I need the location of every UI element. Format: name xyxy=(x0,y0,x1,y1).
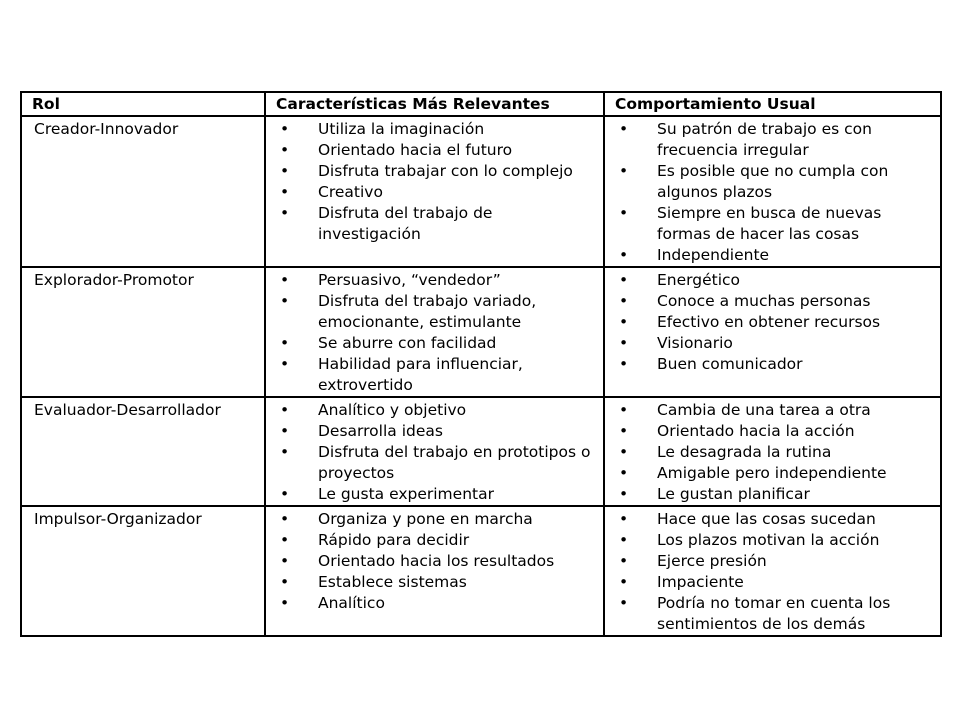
list-item: • Creativo xyxy=(276,182,597,203)
characteristics-list xyxy=(276,400,597,505)
header-row xyxy=(21,92,941,116)
list-item: • Orientado hacia los resultados xyxy=(276,551,597,572)
list-item: • Podría no tomar en cuenta los sentimientos de los demás xyxy=(615,593,934,635)
table-body xyxy=(21,116,941,636)
characteristics-list xyxy=(276,270,597,396)
list-item: • Organiza y pone en marcha xyxy=(276,509,597,530)
list-item: • Hace que las cosas sucedan xyxy=(615,509,934,530)
behaviors-list xyxy=(615,119,934,266)
list-item: • Analítico xyxy=(276,593,597,614)
characteristics-cell xyxy=(265,397,604,506)
list-item: • Analítico y objetivo xyxy=(276,400,597,421)
characteristics-cell xyxy=(265,506,604,636)
characteristics-list xyxy=(276,509,597,614)
list-item: • Disfruta del trabajo variado, emocionante, estimulante xyxy=(276,291,597,333)
list-item: • Desarrolla ideas xyxy=(276,421,597,442)
list-item: • Persuasivo, “vendedor” xyxy=(276,270,597,291)
list-item: • Energético xyxy=(615,270,934,291)
list-item: • Cambia de una tarea a otra xyxy=(615,400,934,421)
list-item: • Siempre en busca de nuevas formas de hacer las cosas xyxy=(615,203,934,245)
list-item: • Buen comunicador xyxy=(615,354,934,375)
header-rol: Rol xyxy=(21,92,265,116)
roles-table xyxy=(20,91,942,637)
behaviors-cell xyxy=(604,267,941,397)
table-row xyxy=(21,267,941,397)
list-item: • Independiente xyxy=(615,245,934,266)
characteristics-cell xyxy=(265,267,604,397)
list-item: • Disfruta del trabajo en prototipos o proyectos xyxy=(276,442,597,484)
list-item: • Establece sistemas xyxy=(276,572,597,593)
list-item: • Disfruta del trabajo de investigación xyxy=(276,203,597,245)
list-item: • Amigable pero independiente xyxy=(615,463,934,484)
list-item: • Se aburre con facilidad xyxy=(276,333,597,354)
table-header xyxy=(21,92,941,116)
list-item: • Visionario xyxy=(615,333,934,354)
list-item: • Los plazos motivan la acción xyxy=(615,530,934,551)
behaviors-list xyxy=(615,400,934,505)
list-item: • Le desagrada la rutina xyxy=(615,442,934,463)
behaviors-cell xyxy=(604,506,941,636)
list-item: • Es posible que no cumpla con algunos plazos xyxy=(615,161,934,203)
behaviors-list xyxy=(615,270,934,375)
list-item: • Su patrón de trabajo es con frecuencia irregular xyxy=(615,119,934,161)
list-item: • Ejerce presión xyxy=(615,551,934,572)
behaviors-cell xyxy=(604,116,941,267)
role-cell: Impulsor-Organizador xyxy=(21,506,265,636)
table-row xyxy=(21,116,941,267)
header-caracteristicas: Características Más Relevantes xyxy=(265,92,604,116)
list-item: • Conoce a muchas personas xyxy=(615,291,934,312)
list-item: • Orientado hacia la acción xyxy=(615,421,934,442)
list-item: • Habilidad para influenciar, extrovertido xyxy=(276,354,597,396)
role-cell: Creador-Innovador xyxy=(21,116,265,267)
role-cell: Explorador-Promotor xyxy=(21,267,265,397)
characteristics-cell xyxy=(265,116,604,267)
header-comportamiento: Comportamiento Usual xyxy=(604,92,941,116)
behaviors-list xyxy=(615,509,934,635)
role-cell: Evaluador-Desarrollador xyxy=(21,397,265,506)
list-item: • Utiliza la imaginación xyxy=(276,119,597,140)
characteristics-list xyxy=(276,119,597,245)
list-item: • Efectivo en obtener recursos xyxy=(615,312,934,333)
table-row xyxy=(21,506,941,636)
list-item: • Orientado hacia el futuro xyxy=(276,140,597,161)
list-item: • Rápido para decidir xyxy=(276,530,597,551)
list-item: • Le gustan planificar xyxy=(615,484,934,505)
list-item: • Disfruta trabajar con lo complejo xyxy=(276,161,597,182)
list-item: • Le gusta experimentar xyxy=(276,484,597,505)
behaviors-cell xyxy=(604,397,941,506)
list-item: • Impaciente xyxy=(615,572,934,593)
table-row xyxy=(21,397,941,506)
